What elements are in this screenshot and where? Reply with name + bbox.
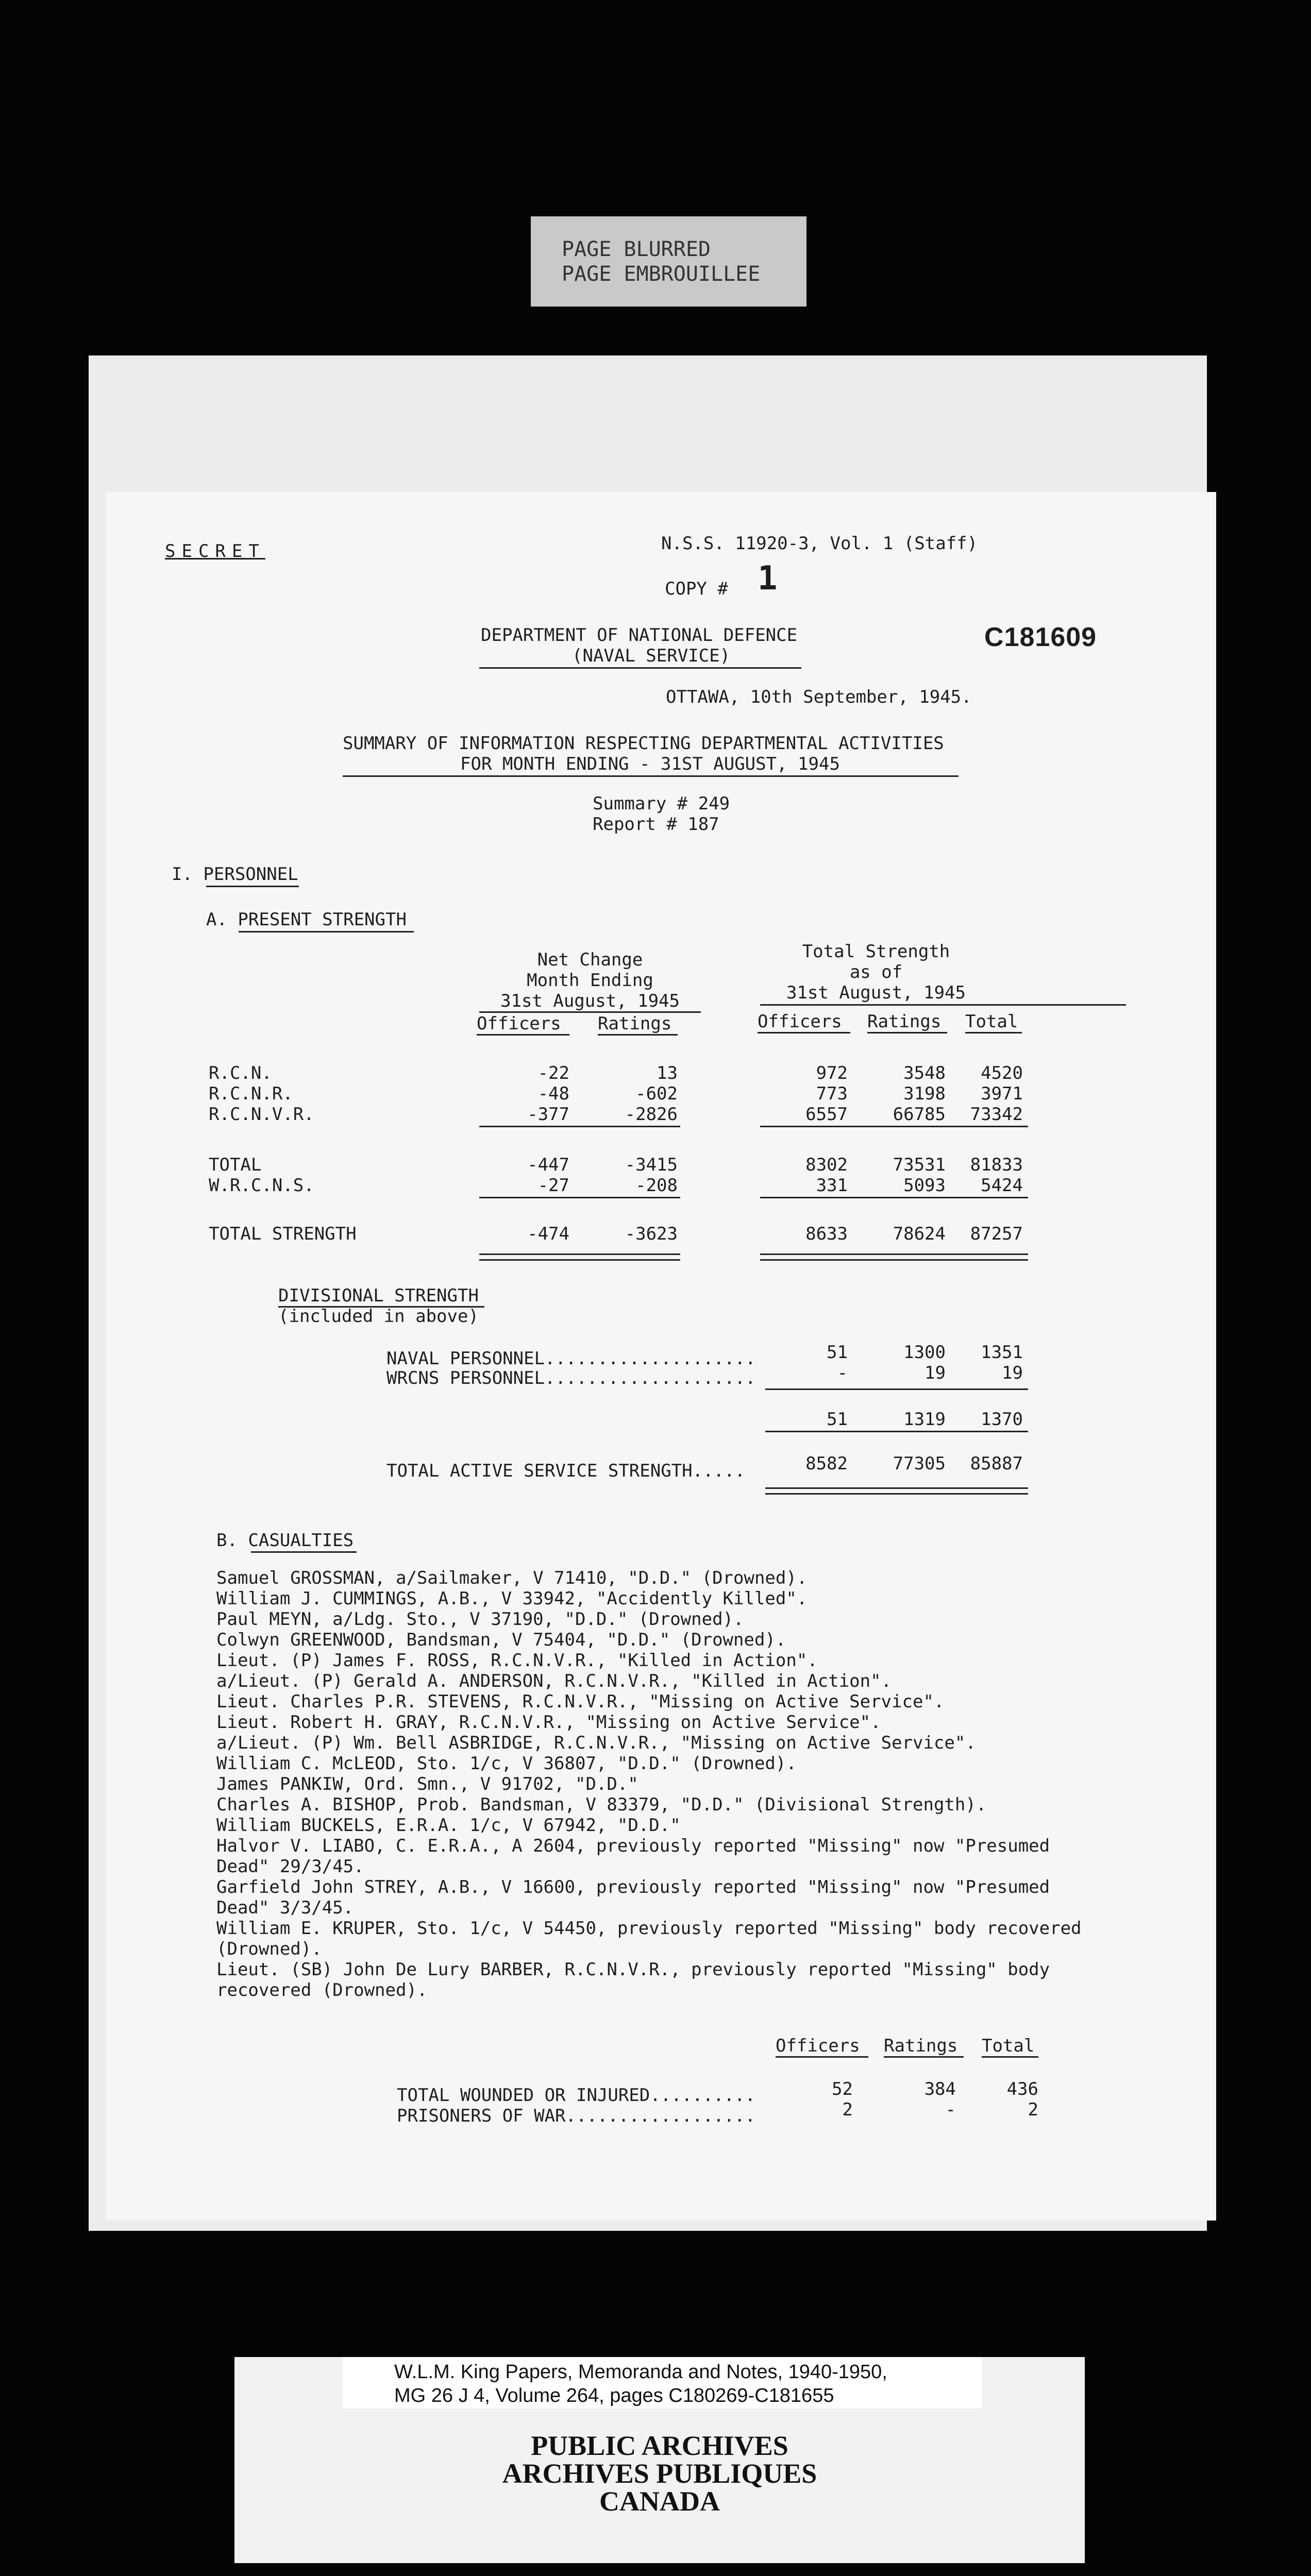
- ts-officers-underline: [758, 1032, 850, 1033]
- casualty-line: a/Lieut. (P) Wm. Bell ASBRIDGE, R.C.N.V.R., "Missing on Active Service".: [216, 1733, 976, 1753]
- ts-total-rule: [760, 1197, 1028, 1198]
- nc-officers-value: -447: [527, 1155, 569, 1175]
- ts-total-value: 3971: [981, 1083, 1023, 1104]
- divisional-strength-sub: (included in above): [278, 1306, 479, 1327]
- ts-ratings-value: 78624: [893, 1224, 946, 1244]
- nc-ratings-value: -602: [635, 1083, 678, 1104]
- net-change-col-officers: Officers: [477, 1013, 561, 1034]
- casualty-line: Charles A. BISHOP, Prob. Bandsman, V 83379, "D.D." (Divisional Strength).: [216, 1794, 987, 1815]
- casualty-line: William J. CUMMINGS, A.B., V 33942, "Accidently Killed".: [216, 1588, 808, 1609]
- total-strength-header-3: 31st August, 1945: [786, 982, 966, 1003]
- nc-total-rule: [479, 1197, 680, 1198]
- nc-ratings-value: -2826: [625, 1104, 678, 1125]
- total-value: 436: [1006, 2079, 1038, 2099]
- personnel-heading: I. PERSONNEL: [172, 864, 298, 885]
- cas-ratings-underline: [884, 2056, 964, 2058]
- file-reference: N.S.S. 11920-3, Vol. 1 (Staff): [661, 533, 978, 554]
- nc-officers-value: -27: [537, 1175, 569, 1196]
- casualty-line: James PANKIW, Ord. Smn., V 91702, "D.D.": [216, 1774, 638, 1794]
- casualty-line: (Drowned).: [216, 1939, 322, 1959]
- officers-value: -: [837, 1363, 848, 1383]
- net-change-header-3: 31st August, 1945: [500, 991, 680, 1011]
- divisional-subtotal-rule: [765, 1388, 1028, 1390]
- casualties-heading-underline: [251, 1551, 357, 1553]
- nc-ratings-value: -208: [635, 1175, 678, 1196]
- total-value: 1370: [981, 1409, 1023, 1430]
- officers-value: 51: [827, 1409, 848, 1430]
- total-strength-header-1: Total Strength: [802, 941, 950, 962]
- nc-officers-value: -48: [537, 1083, 569, 1104]
- casualty-line: Samuel GROSSMAN, a/Sailmaker, V 71410, "D.D." (Drowned).: [216, 1568, 808, 1588]
- title-underline: [343, 775, 959, 777]
- casualty-line: Dead" 29/3/45.: [216, 1856, 364, 1877]
- row-label: TOTAL STRENGTH: [209, 1224, 357, 1244]
- nc-officers-value: -474: [527, 1224, 569, 1244]
- officers-value: 8582: [805, 1453, 848, 1474]
- total-strength-header-2: as of: [849, 962, 903, 982]
- nc-ratings-underline: [598, 1034, 678, 1036]
- ts-officers-value: 972: [816, 1063, 848, 1083]
- net-change-header-2: Month Ending: [527, 970, 653, 991]
- total-strength-col-officers: Officers: [758, 1011, 842, 1032]
- net-change-col-ratings: Ratings: [598, 1013, 672, 1034]
- casualty-line: Lieut. (SB) John De Lury BARBER, R.C.N.V.R., previously reported "Missing" body: [216, 1959, 1050, 1980]
- ts-officers-value: 8302: [805, 1155, 848, 1175]
- casualty-line: Garfield John STREY, A.B., V 16600, previously reported "Missing" now "Presumed: [216, 1877, 1050, 1897]
- copy-label: COPY #: [665, 579, 728, 599]
- ts-subtotal-rule: [760, 1126, 1028, 1127]
- ts-ratings-value: 66785: [893, 1104, 946, 1125]
- nc-ratings-value: -3623: [625, 1224, 678, 1244]
- row-label: R.C.N.: [209, 1063, 272, 1083]
- divisional-total-rule: [765, 1431, 1028, 1432]
- row-label: TOTAL: [209, 1155, 262, 1175]
- ts-ratings-value: 3198: [903, 1083, 946, 1104]
- casualty-line: William E. KRUPER, Sto. 1/c, V 54450, previously reported "Missing" body recovered: [216, 1918, 1082, 1939]
- nc-subtotal-rule: [479, 1126, 680, 1127]
- cas-officers-underline: [776, 2056, 868, 2058]
- active-strength-double-rule: [765, 1487, 1028, 1495]
- total-strength-col-ratings: Ratings: [867, 1011, 942, 1032]
- present-strength-heading: A. PRESENT STRENGTH: [206, 909, 407, 930]
- ts-ratings-value: 73531: [893, 1155, 946, 1175]
- ts-ratings-underline: [867, 1032, 947, 1033]
- casualties-heading: B. CASUALTIES: [216, 1530, 354, 1551]
- nc-officers-value: -377: [527, 1104, 569, 1125]
- ratings-value: -: [945, 2099, 956, 2120]
- row-label: TOTAL WOUNDED OR INJURED..........: [397, 2085, 755, 2106]
- total-strength-col-total: Total: [965, 1011, 1018, 1032]
- casualties-col-officers: Officers: [776, 2036, 860, 2056]
- total-value: 85887: [970, 1453, 1023, 1474]
- archive-name: [402, 2432, 917, 2515]
- nc-ratings-value: -3415: [625, 1155, 678, 1175]
- nc-officers-value: -22: [537, 1063, 569, 1083]
- stamp-line-2: PAGE EMBROUILLEE: [562, 262, 761, 286]
- ts-officers-value: 773: [816, 1083, 848, 1104]
- total-strength-header-rule: [760, 1004, 1126, 1006]
- casualty-line: recovered (Drowned).: [216, 1980, 428, 2001]
- casualties-col-ratings: Ratings: [884, 2036, 958, 2056]
- citation-box: [343, 2357, 982, 2409]
- ts-officers-value: 6557: [805, 1104, 848, 1125]
- net-change-header-1: Net Change: [537, 950, 643, 970]
- row-label: PRISONERS OF WAR..................: [397, 2106, 755, 2126]
- net-change-header-rule: [479, 1011, 701, 1013]
- personnel-heading-underline: [206, 886, 299, 887]
- casualty-line: a/Lieut. (P) Gerald A. ANDERSON, R.C.N.V.R., "Killed in Action".: [216, 1671, 892, 1691]
- casualty-line: Paul MEYN, a/Ldg. Sto., V 37190, "D.D." (Drowned).: [216, 1609, 744, 1630]
- row-label: R.C.N.R.: [209, 1083, 293, 1104]
- ts-total-value: 81833: [970, 1155, 1023, 1175]
- casualty-line: Lieut. Charles P.R. STEVENS, R.C.N.V.R., "Missing on Active Service".: [216, 1691, 945, 1712]
- present-strength-underline: [239, 931, 414, 933]
- casualty-line: William C. McLEOD, Sto. 1/c, V 36807, "D.D." (Drowned).: [216, 1753, 797, 1774]
- ratings-value: 1300: [903, 1342, 946, 1363]
- ts-total-value: 4520: [981, 1063, 1023, 1083]
- department-underline: [479, 667, 801, 669]
- classification-label: SECRET: [165, 541, 265, 562]
- casualties-col-total: Total: [982, 2036, 1035, 2056]
- department-name: DEPARTMENT OF NATIONAL DEFENCE: [481, 625, 798, 646]
- ts-total-underline: [965, 1032, 1022, 1033]
- total-value: 1351: [981, 1342, 1023, 1363]
- ts-officers-value: 331: [816, 1175, 848, 1196]
- ts-grand-total-rule: [760, 1253, 1028, 1261]
- row-label: TOTAL ACTIVE SERVICE STRENGTH.....: [386, 1461, 745, 1481]
- row-label: R.C.N.V.R.: [209, 1104, 314, 1125]
- report-number: Report # 187: [593, 814, 719, 835]
- document-page: [106, 492, 1216, 2221]
- archive-line-2: ARCHIVES PUBLIQUES: [502, 2458, 817, 2489]
- place-date: OTTAWA, 10th September, 1945.: [666, 687, 972, 707]
- ratings-value: 77305: [893, 1453, 946, 1474]
- ts-total-value: 73342: [970, 1104, 1023, 1125]
- cas-total-underline: [982, 2056, 1038, 2058]
- nc-grand-total-rule: [479, 1253, 680, 1261]
- officers-value: 2: [842, 2099, 853, 2120]
- summary-number: Summary # 249: [593, 793, 730, 814]
- page-blurred-stamp: [531, 216, 806, 307]
- ratings-value: 19: [925, 1363, 946, 1383]
- citation-line-2: MG 26 J 4, Volume 264, pages C180269-C181655: [394, 2385, 834, 2406]
- row-label: WRCNS PERSONNEL....................: [386, 1368, 756, 1388]
- ratings-value: 1319: [903, 1409, 946, 1430]
- summary-title-line-1: SUMMARY OF INFORMATION RESPECTING DEPARTMENTAL ACTIVITIES: [343, 733, 944, 754]
- control-number: C181609: [984, 622, 1097, 652]
- casualty-line: Lieut. Robert H. GRAY, R.C.N.V.R., "Missing on Active Service".: [216, 1712, 881, 1733]
- casualty-line: Dead" 3/3/45.: [216, 1897, 354, 1918]
- nc-officers-underline: [477, 1034, 569, 1036]
- casualty-line: Halvor V. LIABO, C. E.R.A., A 2604, previously reported "Missing" now "Presumed: [216, 1836, 1050, 1856]
- officers-value: 51: [827, 1342, 848, 1363]
- ts-ratings-value: 5093: [903, 1175, 946, 1196]
- casualty-line: Lieut. (P) James F. ROSS, R.C.N.V.R., "Killed in Action".: [216, 1650, 818, 1671]
- officers-value: 52: [832, 2079, 853, 2099]
- total-value: 2: [1028, 2099, 1038, 2120]
- stamp-line-1: PAGE BLURRED: [562, 237, 711, 261]
- ts-officers-value: 8633: [805, 1224, 848, 1244]
- citation-line-1: W.L.M. King Papers, Memoranda and Notes, 1940-1950,: [394, 2361, 887, 2383]
- row-label: W.R.C.N.S.: [209, 1175, 314, 1196]
- total-value: 19: [1002, 1363, 1023, 1383]
- ts-ratings-value: 3548: [903, 1063, 946, 1083]
- casualty-line: William BUCKELS, E.R.A. 1/c, V 67942, "D.D.": [216, 1815, 681, 1836]
- ts-total-value: 5424: [981, 1175, 1023, 1196]
- casualty-line: Colwyn GREENWOOD, Bandsman, V 75404, "D.D." (Drowned).: [216, 1630, 786, 1650]
- service-name: (NAVAL SERVICE): [572, 646, 731, 666]
- summary-title-line-2: FOR MONTH ENDING - 31ST AUGUST, 1945: [460, 754, 840, 774]
- row-label: NAVAL PERSONNEL....................: [386, 1348, 756, 1369]
- archive-line-1: PUBLIC ARCHIVES: [531, 2430, 788, 2461]
- copy-number: 1: [758, 560, 778, 598]
- archive-line-3: CANADA: [599, 2486, 720, 2517]
- ts-total-value: 87257: [970, 1224, 1023, 1244]
- divisional-strength-heading: DIVISIONAL STRENGTH: [278, 1285, 479, 1306]
- nc-ratings-value: 13: [657, 1063, 678, 1083]
- ratings-value: 384: [924, 2079, 956, 2099]
